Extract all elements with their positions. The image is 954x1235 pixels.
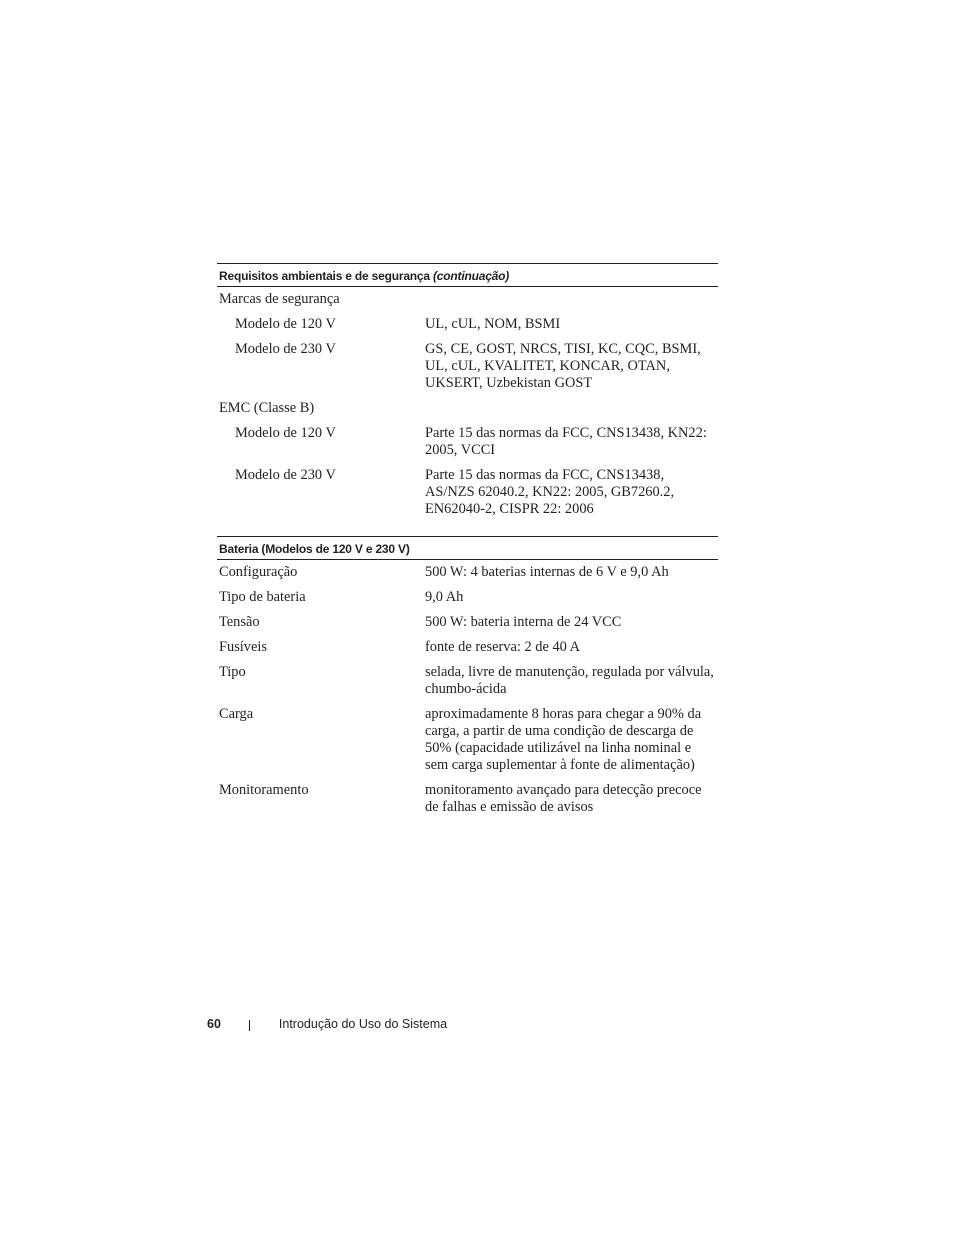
row-value: Parte 15 das normas da FCC, CNS13438, KN22: 2005, VCCI — [425, 425, 707, 458]
table-title: Requisitos ambientais e de segurança — [219, 269, 430, 283]
row-label: Modelo de 230 V — [235, 341, 336, 357]
table-row-emc — [217, 398, 718, 423]
table-body — [217, 287, 718, 524]
row-value: 500 W: 4 baterias internas de 6 V e 9,0 Ah — [425, 564, 669, 580]
row-value: aproximadamente 8 horas para chegar a 90% da carga, a partir de uma condição de descarga de 50% (capacidade utilizável na linha nominal e sem carga suplementar à fonte de alimentação) — [425, 706, 702, 773]
row-label: Modelo de 230 V — [235, 467, 336, 483]
row-label: Modelo de 120 V — [235, 316, 336, 332]
footer-separator — [249, 1020, 250, 1031]
table-row-voltage — [217, 612, 718, 637]
table-row-safety-230v — [217, 339, 718, 398]
table-row-emc-230v — [217, 465, 718, 524]
row-value: GS, CE, GOST, NRCS, TISI, KC, CQC, BSMI, UL, cUL, KVALITET, KONCAR, OTAN, UKSERT, Uzbekistan GOST — [425, 341, 701, 391]
row-label: Monitoramento — [219, 782, 309, 798]
row-label: Tensão — [219, 614, 260, 630]
row-value: 500 W: bateria interna de 24 VCC — [425, 614, 622, 630]
table-row-monitoring — [217, 780, 718, 822]
row-label: Modelo de 120 V — [235, 425, 336, 441]
safety-requirements-table — [217, 263, 718, 524]
row-label: Tipo de bateria — [219, 589, 306, 605]
table-row-emc-120v — [217, 423, 718, 465]
row-label: Configuração — [219, 564, 298, 580]
table-row-fuses — [217, 637, 718, 662]
row-label: EMC (Classe B) — [219, 400, 315, 416]
section-title: Introdução do Uso do Sistema — [278, 1017, 448, 1031]
row-value: fonte de reserva: 2 de 40 A — [425, 639, 581, 655]
table-body — [217, 560, 718, 822]
row-value — [422, 400, 718, 417]
table-row-charge — [217, 704, 718, 780]
table-row-safety-marks — [217, 289, 718, 314]
page-number: 60 — [207, 1017, 221, 1031]
row-value: selada, livre de manutenção, regulada por válvula, chumbo-ácida — [425, 664, 714, 697]
row-value: monitoramento avançado para detecção precoce de falhas e emissão de avisos — [425, 782, 702, 815]
row-label: Tipo — [219, 664, 246, 680]
row-label: Marcas de segurança — [219, 291, 340, 307]
table-title-suffix: (continuação) — [433, 269, 510, 283]
table-header — [217, 263, 718, 287]
table-row-type — [217, 662, 718, 704]
page-footer — [207, 1015, 447, 1033]
row-label: Fusíveis — [219, 639, 267, 655]
row-value: UL, cUL, NOM, BSMI — [425, 316, 561, 332]
row-value: 9,0 Ah — [425, 589, 464, 605]
row-value: Parte 15 das normas da FCC, CNS13438, AS/NZS 62040.2, KN22: 2005, GB7260.2, EN62040-2, CISPR 22: 2006 — [425, 467, 675, 517]
row-label: Carga — [219, 706, 254, 722]
table-header — [217, 536, 718, 560]
battery-table — [217, 536, 718, 822]
table-row-safety-120v — [217, 314, 718, 339]
row-value — [422, 291, 718, 308]
table-row-battery-type — [217, 587, 718, 612]
table-row-configuration — [217, 562, 718, 587]
table-title: Bateria (Modelos de 120 V e 230 V) — [219, 542, 410, 556]
